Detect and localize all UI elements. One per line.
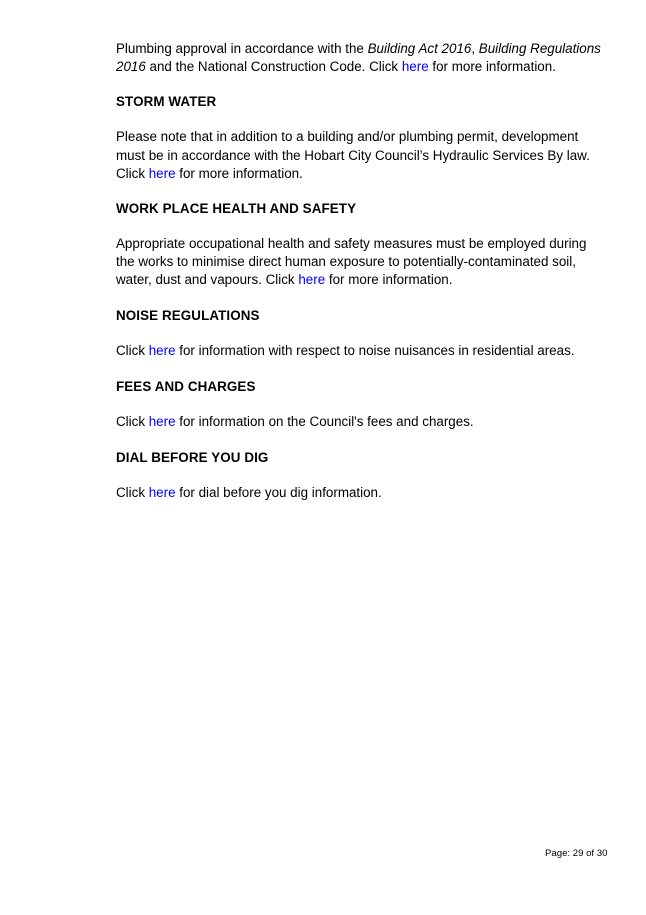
page-number: Page: 29 of 30 [545,848,608,859]
work-place-health-safety-heading: WORK PLACE HEALTH AND SAFETY [116,201,357,217]
work-place-health-safety-paragraph: Appropriate occupational health and safety measures must be employed during the works to minimise direct human exposure to potentially-contaminated soil, water, dust and vapours. Click here for more information. [116,236,587,288]
plumbing-approval-paragraph: Plumbing approval in accordance with the Building Act 2016, Building Regulations 2016 and the National Construction Code. Click here for more information. [116,41,601,75]
noise-regulations-heading: NOISE REGULATIONS [116,307,260,323]
storm-water-heading: STORM WATER [116,94,217,110]
dial-before-you-dig-paragraph: Click here for dial before you dig information. [116,485,382,501]
noise-regulations-link[interactable]: here [148,342,176,358]
dial-before-you-dig-link[interactable]: here [148,485,176,501]
noise-regulations-paragraph: Click here for information with respect to noise nuisances in residential areas. [116,342,575,358]
fees-and-charges-paragraph: Click here for information on the Council's fees and charges. [116,413,474,429]
building-regulations-title: Building Regulations 2016 [116,41,601,75]
storm-water-link[interactable]: here [148,165,176,181]
storm-water-paragraph: Please note that in addition to a building and/or plumbing permit, development must be in accordance with the Hobart City Council’s Hydraulic Services By law. Click here for more information. [116,129,590,181]
page-content [116,40,608,520]
plumbing-info-link[interactable]: here [401,59,429,75]
fees-and-charges-link[interactable]: here [148,413,176,429]
building-act-title: Building Act 2016 [367,41,472,56]
dial-before-you-dig-heading: DIAL BEFORE YOU DIG [116,450,269,466]
work-place-health-safety-link[interactable]: here [298,272,326,288]
fees-and-charges-heading: FEES AND CHARGES [116,378,256,394]
